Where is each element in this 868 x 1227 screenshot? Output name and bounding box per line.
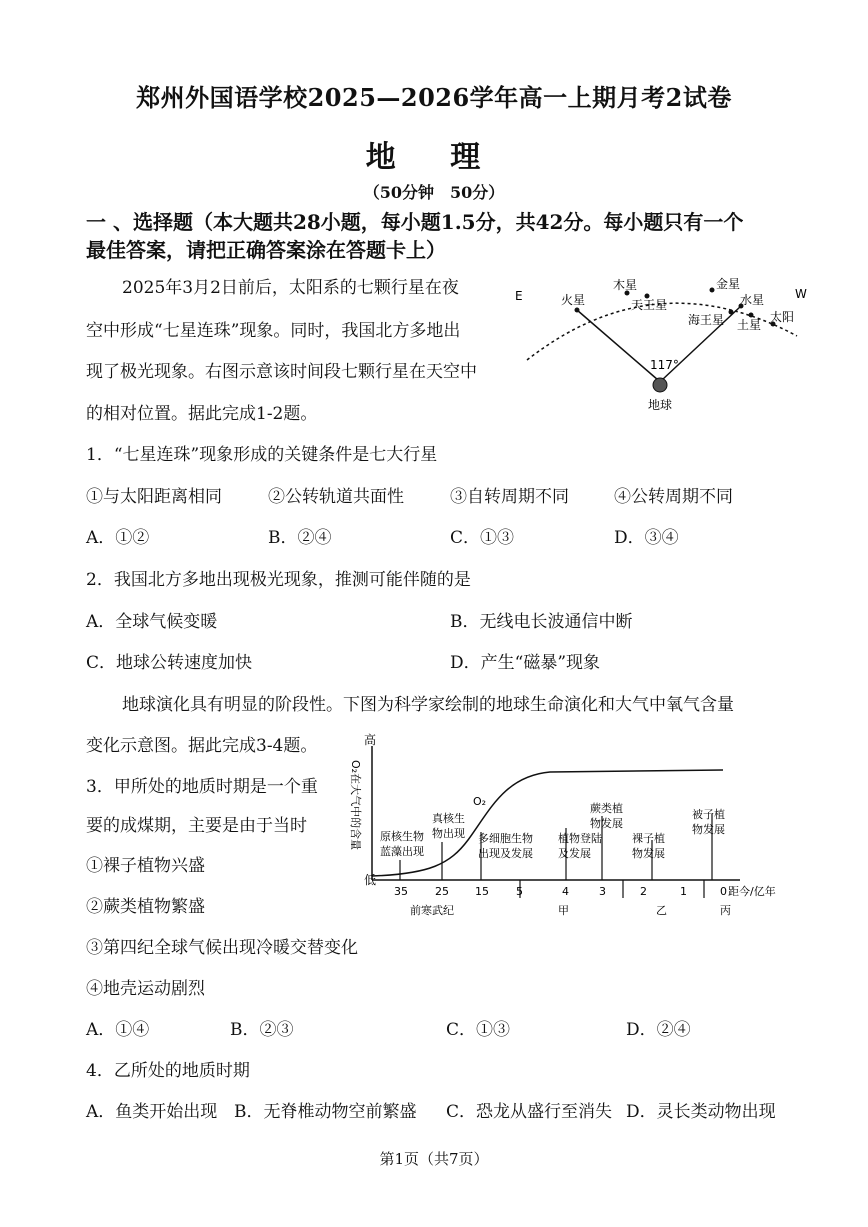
jupiter-label: 木星 <box>613 278 638 292</box>
mars-line <box>577 310 658 380</box>
oxygen-curve <box>372 770 723 876</box>
q3-option-a: A．①④ <box>86 1020 150 1040</box>
q3-item-2: ②蕨类植物繁盛 <box>86 897 205 917</box>
y-high-label: 高 <box>364 733 377 747</box>
q2-option-a: A．全球气候变暖 <box>86 612 218 632</box>
planet-alignment-figure <box>505 272 815 420</box>
earth-globe-icon <box>653 378 667 392</box>
q1-item-2: ②公转轨道共面性 <box>268 487 404 507</box>
event-label-prokaryote-1: 原核生物 <box>380 830 424 843</box>
tick-25: 25 <box>435 885 449 898</box>
event-label-prokaryote-2: 蓝藻出现 <box>380 845 424 858</box>
tick-1: 1 <box>680 885 687 898</box>
q3-stem-line1: 3．甲所处的地质时期是一个重 <box>86 777 318 797</box>
period-label-precambrian: 前寒武纪 <box>410 904 454 917</box>
q4-stem: 4．乙所处的地质时期 <box>86 1061 250 1081</box>
section-heading-line2: 最佳答案，请把正确答案涂在答题卡上） <box>86 238 446 262</box>
q3-item-3: ③第四纪全球气候出现冷暖交替变化 <box>86 938 358 958</box>
passage1-line1: 2025年3月2日前后，太阳系的七颗行星在夜 <box>122 278 459 298</box>
tick-35: 35 <box>394 885 408 898</box>
venus-label: 金星 <box>716 277 741 291</box>
tick-5: 5 <box>516 885 523 898</box>
q3-option-b: B．②③ <box>230 1020 294 1040</box>
exam-title: 郑州外国语学校2025—2026学年高一上期月考2试卷 <box>136 83 732 112</box>
q2-stem: 2．我国北方多地出现极光现象，推测可能伴随的是 <box>86 570 471 590</box>
exam-meta: （50分钟 50分） <box>363 183 505 202</box>
venus-dot <box>710 288 715 293</box>
q1-option-a: A．①② <box>86 528 150 548</box>
q3-item-1: ①裸子植物兴盛 <box>86 856 205 876</box>
y-axis-label: O₂在大气中的含量 <box>349 760 362 851</box>
oxygen-evolution-chart <box>340 732 798 922</box>
event-label-multicell-2: 出现及发展 <box>478 847 533 860</box>
event-label-fern-1: 蕨类植 <box>590 802 623 815</box>
q4-option-c: C．恐龙从盛行至消失 <box>446 1102 613 1122</box>
angle-label: 117° <box>650 358 679 372</box>
event-label-plant-land-1: 植物登陆 <box>558 832 602 845</box>
event-label-multicell-1: 多细胞生物 <box>478 832 533 845</box>
mars-label: 火星 <box>561 293 586 307</box>
q3-item-4: ④地壳运动剧烈 <box>86 979 205 999</box>
page-footer: 第1页（共7页） <box>379 1150 489 1168</box>
q1-option-c: C．①③ <box>450 528 515 548</box>
passage2-line2: 变化示意图。据此完成3-4题。 <box>86 736 318 756</box>
period-label-jia: 甲 <box>558 904 569 917</box>
passage1-line4: 的相对位置。据此完成1-2题。 <box>86 404 318 424</box>
section-heading-line1: 一 、选择题（本大题共28小题，每小题1.5分，共42分。每小题只有一个 <box>86 210 744 234</box>
q4-option-d: D．灵长类动物出现 <box>626 1102 776 1122</box>
q4-option-b: B．无脊椎动物空前繁盛 <box>234 1102 417 1122</box>
x-axis-label: 距今/亿年 <box>728 885 776 898</box>
q3-option-d: D．②④ <box>626 1020 691 1040</box>
subject-title: 地 理 <box>365 140 503 175</box>
passage1-line3: 现了极光现象。右图示意该时间段七颗行星在天空中 <box>86 362 477 382</box>
mars-dot <box>575 308 580 313</box>
period-label-bing: 丙 <box>720 904 731 917</box>
east-label: E <box>515 289 523 303</box>
section-heading <box>86 208 786 264</box>
event-label-plant-land-2: 及发展 <box>558 847 591 860</box>
event-label-angiosperm-1: 被子植 <box>692 808 725 821</box>
tick-15: 15 <box>475 885 489 898</box>
saturn-label: 土星 <box>737 318 762 332</box>
tick-3: 3 <box>599 885 606 898</box>
tick-0: 0 <box>720 885 727 898</box>
tick-2: 2 <box>640 885 647 898</box>
event-label-eukaryote-2: 物出现 <box>432 827 465 840</box>
q1-item-4: ④公转周期不同 <box>614 487 733 507</box>
tick-4: 4 <box>562 885 569 898</box>
event-label-fern-2: 物发展 <box>590 817 623 830</box>
q2-option-b: B．无线电长波通信中断 <box>450 612 633 632</box>
neptune-label: 海王星 <box>688 313 725 327</box>
q2-option-c: C．地球公转速度加快 <box>86 653 253 673</box>
q4-option-a: A．鱼类开始出现 <box>86 1102 218 1122</box>
mercury-label: 水星 <box>740 293 765 307</box>
passage1-line2: 空中形成“七星连珠”现象。同时，我国北方多地出 <box>86 321 461 341</box>
uranus-label: 天王星 <box>631 298 668 312</box>
q1-item-1: ①与太阳距离相同 <box>86 487 222 507</box>
q1-option-b: B．②④ <box>268 528 332 548</box>
o2-curve-label: O₂ <box>473 795 487 808</box>
saturn-dot <box>749 313 754 318</box>
event-label-gymnosperm-2: 物发展 <box>632 847 665 860</box>
q1-item-3: ③自转周期不同 <box>450 487 569 507</box>
neptune-dot <box>729 310 734 315</box>
y-low-label: 低 <box>364 873 377 887</box>
q1-stem: 1．“七星连珠”现象形成的关键条件是七大行星 <box>86 445 438 465</box>
period-label-yi: 乙 <box>656 904 667 917</box>
earth-label: 地球 <box>648 398 673 412</box>
q3-stem-line2: 要的成煤期，主要是由于当时 <box>86 816 307 836</box>
sun-label: 太阳 <box>770 310 795 324</box>
event-label-angiosperm-2: 物发展 <box>692 823 725 836</box>
event-label-gymnosperm-1: 裸子植 <box>632 832 665 845</box>
west-label: W <box>795 287 807 301</box>
q3-option-c: C．①③ <box>446 1020 511 1040</box>
q2-option-d: D．产生“磁暴”现象 <box>450 653 601 673</box>
passage2-line1: 地球演化具有明显的阶段性。下图为科学家绘制的地球生命演化和大气中氧气含量 <box>122 695 734 715</box>
event-label-eukaryote-1: 真核生 <box>432 812 465 825</box>
q1-option-d: D．③④ <box>614 528 679 548</box>
